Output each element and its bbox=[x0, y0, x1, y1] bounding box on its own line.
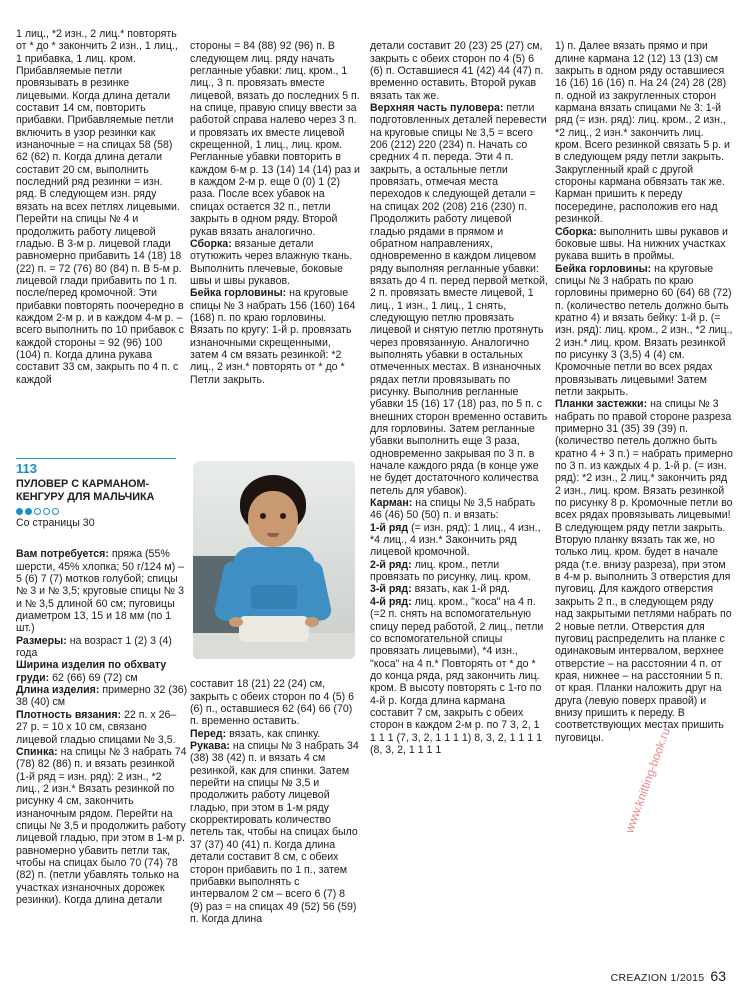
back-label: Спинка: bbox=[16, 745, 58, 758]
difficulty-dot-empty bbox=[34, 508, 41, 515]
pered-text: вязать, как спинку. bbox=[229, 727, 321, 740]
column-2-top-text: стороны = 84 (88) 92 (96) п. В следующем лиц. ряду начать регланные убавки: лиц. кром., 1 лиц., 3 п. провязать вместе лицевой, вязать до последних 5 п. на спице, правую спицу ввести за работой справа налево через 3 п. и провязать их вместе лицевой скрещенной, 1 лиц., лиц. кром. Регланные убавки повторить в каждом 6-м р. 13 (14) 14 (14) раз и в каждом 2-м р. еще 0 (0) 1 (2) раза. После всех убавок на спицах остается 32 п., петли закрыть в одном ряду. Второй рукав вязать аналогично. bbox=[190, 40, 360, 238]
row2-text: лиц. кром., петли провязать по рисунку, лиц. кром. bbox=[370, 558, 531, 584]
row4-text: лиц. кром., "коса" на 4 п. (=2 п. снять на вспомогательную спицу перед работой, 2 лиц., петли со вспомогательной спицы провязать лицевыми), *4 изн., "коса" на 4 п.* Повторять от * до * до конца ряда, ряд закончить лиц. кром. В высоту повторять с 1-го по 4-й р. Когда длина кармана составит 7 см, закрыть с обеих сторон в каждом 2-м р. по 7 3, 2, 1 1 1 1 (7, 3, 2, 1 1 1 1) 8, 3, 2, 1 1 1 1 (8, 3, 2, 1 1 1 1 bbox=[370, 595, 544, 756]
column-1-top-text: 1 лиц., *2 изн., 2 лиц.* повторять от * до * закончить 2 изн., 1 лиц., 1 прибавка, 1 лиц. кром. Прибавляемые петли провязывать в резинке лицевыми. Когда длина детали составит 14 см, повторить прибавки. Прибавляемые петли включить в узор резинки как изнаночные = на спицах 58 (58) 62 (62) п. Когда длина детали составит 20 см, выполнить последний ряд резинки = изн. ряд. В следующем изн. ряду вязать на всех петлях лицевыми. Перейти на спицы № 4 и продолжить работу лицевой гладью. В 3-м р. лицевой глади равномерно прибавить 14 (18) 18 (22) п. = 72 (76) 80 (84) п. В 5-м р. лицевой глади прибавить по 1 п. после/перед кромочной. Эти прибавки повторять поочередно в каждом 2-м р. и в каждом 4-м р. – всего выполнить по 10 прибавок с каждой стороны = 92 (96) 100 (104) п. Когда длина рукава составит 33 см, закрыть по 4 п. с каждой bbox=[16, 28, 184, 386]
sizes-label: Размеры: bbox=[16, 634, 67, 647]
pattern-header bbox=[16, 458, 188, 529]
sborka2-label: Сборка: bbox=[555, 225, 597, 238]
column-4 bbox=[555, 28, 733, 958]
row3-text: вязать, как 1-й ряд. bbox=[414, 583, 510, 596]
rukava-label: Рукава: bbox=[190, 740, 230, 753]
photo-hand-right bbox=[305, 617, 319, 627]
need-label: Вам потребуется: bbox=[16, 548, 109, 561]
karman-text: на спицы № 3,5 набрать 46 (46) 50 (50) п. и вязать: bbox=[370, 497, 536, 522]
beika-text: на круговые спицы № 3 набрать 156 (160) 164 (168) п. по краю горловины. Вязать по кругу: 1-й р. провязать изнаночными скрещенными, затем 4 см вязать резинкой: *2 лиц., 2 изн.* повторять от * до * Петли закрыть. bbox=[190, 287, 356, 386]
column-4-intro: 1) п. Далее вязать прямо и при длине кармана 12 (12) 13 (13) см закрыть в одном ряду оставшиеся 16 (16) 16 (16) п. На 24 (24) 28 (28) п. одной из закругленных сторон кармана вязать спицами № 3: 1-й ряд (= изн. ряд): лиц. кром., 2 изн., *2 лиц., 2 изн.* закончить лиц. кром. Всего резинкой связать 5 р. и в следующем ряду петли закрыть. Закругленный край с другой стороны кармана обвязать так же. Карман пришить к переду посередине, расположив его над резинкой. bbox=[555, 40, 730, 226]
difficulty-dot-filled bbox=[25, 508, 32, 515]
difficulty-dot-filled bbox=[16, 508, 23, 515]
difficulty-dot-empty bbox=[43, 508, 50, 515]
length-label: Длина изделия: bbox=[16, 684, 100, 697]
photo-eye-left bbox=[260, 513, 266, 519]
density-text: 22 п. x 26–27 р. = 10 x 10 см, связано лицевой гладью спицами № 3,5. bbox=[16, 708, 177, 746]
row1-label: 1-й ряд bbox=[370, 521, 409, 534]
back-text: на спицы № 3 набрать 74 (78) 82 (86) п. и вязать резинкой (1-й ряд = изн. ряд): 2 изн., *2 лиц., 2 изн.* Вязать резинкой по рисунку 4 см, закончить изнаночным рядом. Перейти на спицы № 3,5 и продолжить работу лицевой гладью, при этом в 1-м р. равномерно убавить петли так, чтобы на спицах было 70 (74) 78 (82) п. (петли убавлять только на участках изнаночных дорожек резинки). Когда длина детали bbox=[16, 745, 187, 906]
karman-label: Карман: bbox=[370, 497, 413, 510]
watermark: www.knitting-book.ru bbox=[622, 725, 674, 835]
width-label: Ширина изделия по обхвату груди: bbox=[16, 659, 167, 684]
sizes-text: на возраст 1 (2) 3 (4) года bbox=[16, 634, 172, 660]
column-2-lower bbox=[190, 666, 360, 961]
length-text: примерно 32 (36) 38 (40) см bbox=[16, 684, 188, 709]
difficulty-dot-empty bbox=[52, 508, 59, 515]
photo-face bbox=[248, 491, 298, 547]
row4-label: 4-й ряд: bbox=[370, 595, 412, 608]
pattern-title: ПУЛОВЕР С КАРМАНОМ-КЕНГУРУ ДЛЯ МАЛЬЧИКА bbox=[16, 478, 155, 503]
column-3-intro: детали составит 20 (23) 25 (27) см, закрыть с обеих сторон по 4 (5) 6 (6) п. Оставшиеся 41 (42) 44 (47) п. временно оставить. Второй рукав вязать так же. bbox=[370, 40, 544, 102]
photo-pocket bbox=[251, 585, 297, 609]
from-page-note: Со страницы 30 bbox=[16, 517, 95, 529]
column-3 bbox=[370, 28, 548, 958]
density-label: Плотность вязания: bbox=[16, 708, 122, 721]
sborka-text: вязаные детали отутюжить через влажную ткань. Выполнить плечевые, боковые швы и швы рукавов. bbox=[190, 237, 353, 287]
row2-label: 2-й ряд: bbox=[370, 558, 412, 571]
pattern-number: 113 bbox=[16, 458, 176, 476]
pattern-photo bbox=[193, 461, 355, 659]
materials-block bbox=[16, 536, 188, 961]
row1-text: (= изн. ряд): 1 лиц., 4 изн., *4 лиц., 4 изн.* Закончить ряд лицевой кромочной. bbox=[370, 521, 541, 559]
planki-label: Планки застежки: bbox=[555, 398, 648, 411]
column-2-lower-text: составит 18 (21) 22 (24) см, закрыть с обеих сторон по 4 (5) 6 (6) п., оставшиеся 62 (64) 66 (70) п. временно оставить. bbox=[190, 678, 355, 728]
beika2-text: на круговые спицы № 3 набрать по краю горловины примерно 60 (64) 68 (72) п. (количество петель должно быть кратно 4) и вязать бейку: 1-й р. (= изн. ряд): лиц. кром., 2 изн., *2 лиц., 2 изн.* лиц. кром. Вязать резинкой по рисунку 3 (3,5) 4 (4) см. Кромочные петли во всех рядах провязывать лицевыми! Затем петли закрыть. bbox=[555, 262, 733, 398]
beika-label: Бейка горловины: bbox=[190, 287, 287, 300]
magazine-brand: CREAZION 1/2015 bbox=[610, 972, 705, 984]
sborka2-text: выполнить швы рукавов и боковые швы. На нижних участках рукава вшить в проймы. bbox=[555, 225, 728, 263]
verh-text: петли подготовленных деталей перевести на круговые спицы № 3,5 = всего 206 (212) 220 (234) п. Начать со средних 4 п. переда. Эти 4 п. закрыть, а остальные петли провязать, отмечая места переходов к следующей детали = на спицах 202 (208) 216 (230) п. Продолжить работу лицевой гладью рядами в прямом и обратном направлениях, одновременно в каждом лицевом ряду выполняя регланные убавки: вязать до 4 п. перед первой меткой, 2 п. провязать вместе лицевой, 1 лиц., 1 изн., 1 лиц., 1 снять, следующую петлю провязать лицевой и снятую петлю протянуть через провязанную. Аналогично выполнять убавки в остальных отмеченных местах. В изнаночных рядах петли провязывать по рисунку. Выполнив регланные убавки 15 (16) 17 (18) раз, по 5 п. с внешних сторон временно оставить для горловины. Затем регланные убавки выполнить еще 3 раза, одновременно закрывая по 3 п. в начале каждого ряда (в конце уже не будет достаточного количества петель для убавок). bbox=[370, 102, 548, 497]
planki-text: на спицы № 3 набрать по правой стороне разреза примерно 31 (35) 39 (39) п. (количество петель должно быть кратно 4 + 3 п.) = набрать примерно по 3 п. из каждых 4 р. 1-й р. (= изн. ряд): *2 изн., 2 лиц.* закончить ряд 2 изн., лиц. кром. Вязать резинкой по рисунку 8 р. Кромочные петли во всех рядах провязывать лицевыми! В следующем ряду петли закрыть. Вторую планку вязать так же, но только лиц. кром. будет в начале ряда (т.е. внизу разреза), при этом в 4-м р. выполнить 3 отверстия для пуговиц. Для каждого отверстия закрыть 2 п., в следующем ряду над закрытыми петлями набрать по 2 новые петли. Отверстия для пуговиц распределить на планке с одинаковым интервалом, верхнее отверстие – на расстоянии 4 п. от края, нижнее – на расстоянии 5 п. от края. Планки наложить друг на друга (левую поверх правой) и внизу пришить к переду. В соответствующих местах пришить пуговицы. bbox=[555, 398, 733, 744]
pered-label: Перед: bbox=[190, 727, 227, 740]
difficulty-rating bbox=[16, 508, 188, 515]
beika2-label: Бейка горловины: bbox=[555, 262, 652, 275]
photo-hand-left bbox=[229, 617, 243, 627]
page-footer bbox=[611, 968, 726, 984]
row3-label: 3-й ряд: bbox=[370, 583, 412, 596]
need-text: пряжа (55% шерсти, 45% хлопка; 50 г/124 м) – 5 (6) 7 (7) мотков голубой; спицы № 3 и № 3,5; круговые спицы № 3 и № 3,5 длиной 60 см; пуговицы диаметром 13, 15 и 18 мм (по 1 шт.) bbox=[16, 548, 185, 635]
photo-eye-right bbox=[280, 513, 286, 519]
photo-pants bbox=[239, 616, 309, 642]
rukava-text: на спицы № 3 набрать 34 (38) 38 (42) п. и вязать 4 см резинкой, как для спинки. Затем перейти на спицы № 3,5 и продолжить работу лицевой гладью, при этом в 1-м ряду скорректировать количество петель так, чтобы на спицах было 37 (37) 40 (41) п. Когда длина детали составит 8 см, с обеих сторон прибавить по 1 п., затем прибавки выполнять с интервалом 2 см – всего 6 (7) 8 (9) раз = на спицах 49 (52) 56 (59) п. Когда длина bbox=[190, 740, 359, 925]
verh-label: Верхняя часть пуловера: bbox=[370, 102, 504, 115]
sborka-label: Сборка: bbox=[190, 237, 232, 250]
width-text: 62 (66) 69 (72) см bbox=[52, 671, 138, 684]
column-2-top bbox=[190, 28, 360, 438]
page-number: 63 bbox=[710, 968, 726, 984]
